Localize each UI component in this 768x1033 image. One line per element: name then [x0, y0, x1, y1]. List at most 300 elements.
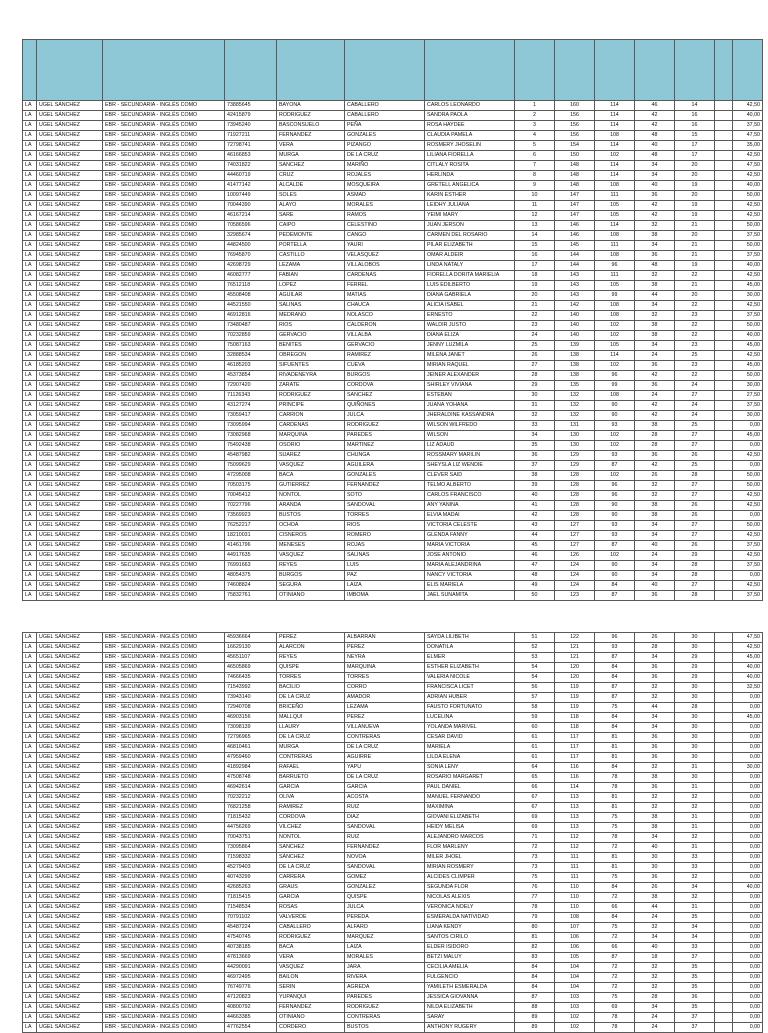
region-cell[interactable]: LA [23, 341, 37, 351]
surname1-cell[interactable]: CISNEROS [277, 531, 345, 541]
names-cell[interactable]: BETZI MALUY [425, 953, 515, 963]
score-c-cell[interactable]: 26 [675, 451, 715, 461]
blank-cell[interactable] [715, 351, 733, 361]
level-cell[interactable]: EBR - SECUNDARIA - INGLÉS COMO [103, 331, 225, 341]
dni-cell[interactable]: 42698729 [225, 261, 277, 271]
dni-cell[interactable]: 46167214 [225, 211, 277, 221]
region-cell[interactable]: LA [23, 191, 37, 201]
region-cell[interactable]: LA [23, 141, 37, 151]
score-a-cell[interactable]: 75 [595, 813, 635, 823]
extra-score-cell[interactable]: 0,00 [733, 1003, 763, 1013]
level-cell[interactable]: EBR - SECUNDARIA - INGLÉS COMO [103, 943, 225, 953]
surname1-cell[interactable]: FERNANDEZ [277, 131, 345, 141]
score-b-cell[interactable]: 32 [635, 793, 675, 803]
score-total-cell[interactable]: 113 [555, 803, 595, 813]
ugel-cell[interactable]: UGEL SÁNCHEZ [37, 501, 103, 511]
score-b-cell[interactable]: 34 [635, 241, 675, 251]
level-cell[interactable]: EBR - SECUNDARIA - INGLÉS COMO [103, 723, 225, 733]
blank-cell[interactable] [715, 1013, 733, 1023]
score-b-cell[interactable]: 38 [635, 773, 675, 783]
score-a-cell[interactable]: 87 [595, 541, 635, 551]
level-cell[interactable]: EBR - SECUNDARIA - INGLÉS COMO [103, 191, 225, 201]
names-cell[interactable]: ESTEBAN [425, 391, 515, 401]
blank-cell[interactable] [715, 551, 733, 561]
level-cell[interactable]: EBR - SECUNDARIA - INGLÉS COMO [103, 431, 225, 441]
region-cell[interactable]: LA [23, 481, 37, 491]
names-cell[interactable]: JUANA YOHANA [425, 401, 515, 411]
score-b-cell[interactable]: 24 [635, 1023, 675, 1033]
score-b-cell[interactable]: 34 [635, 171, 675, 181]
region-cell[interactable]: LA [23, 401, 37, 411]
dni-cell[interactable]: 70232212 [225, 793, 277, 803]
rank-cell[interactable]: 32 [515, 411, 555, 421]
blank-cell[interactable] [715, 863, 733, 873]
level-cell[interactable]: EBR - SECUNDARIA - INGLÉS COMO [103, 401, 225, 411]
region-cell[interactable]: LA [23, 361, 37, 371]
score-a-cell[interactable]: 90 [595, 411, 635, 421]
score-a-cell[interactable]: 99 [595, 381, 635, 391]
level-cell[interactable]: EBR - SECUNDARIA - INGLÉS COMO [103, 501, 225, 511]
extra-score-cell[interactable]: 0,00 [733, 571, 763, 581]
blank-cell[interactable] [715, 953, 733, 963]
surname2-cell[interactable]: PEREZ [345, 713, 425, 723]
surname1-cell[interactable]: PORTELLA [277, 241, 345, 251]
score-total-cell[interactable]: 130 [555, 441, 595, 451]
blank-cell[interactable] [715, 491, 733, 501]
surname1-cell[interactable]: ZARATE [277, 381, 345, 391]
extra-score-cell[interactable]: 40,00 [733, 663, 763, 673]
score-b-cell[interactable]: 28 [635, 643, 675, 653]
blank-cell[interactable] [715, 371, 733, 381]
dni-cell[interactable]: 73095994 [225, 421, 277, 431]
level-cell[interactable]: EBR - SECUNDARIA - INGLÉS COMO [103, 643, 225, 653]
dni-cell[interactable]: 70503175 [225, 481, 277, 491]
blank-cell[interactable] [715, 301, 733, 311]
surname1-cell[interactable]: SANCHEZ [277, 843, 345, 853]
score-total-cell[interactable]: 120 [555, 663, 595, 673]
score-total-cell[interactable]: 104 [555, 963, 595, 973]
score-c-cell[interactable]: 28 [675, 703, 715, 713]
names-cell[interactable]: MIRIAN RAQUEL [425, 361, 515, 371]
score-total-cell[interactable]: 150 [555, 151, 595, 161]
level-cell[interactable]: EBR - SECUNDARIA - INGLÉS COMO [103, 1013, 225, 1023]
score-a-cell[interactable]: 102 [595, 361, 635, 371]
level-cell[interactable]: EBR - SECUNDARIA - INGLÉS COMO [103, 141, 225, 151]
names-cell[interactable]: CARLOS FRANCISCO [425, 491, 515, 501]
rank-cell[interactable]: 25 [515, 341, 555, 351]
level-cell[interactable]: EBR - SECUNDARIA - INGLÉS COMO [103, 873, 225, 883]
ugel-cell[interactable]: UGEL SÁNCHEZ [37, 181, 103, 191]
region-cell[interactable]: LA [23, 251, 37, 261]
blank-cell[interactable] [715, 271, 733, 281]
ugel-cell[interactable]: UGEL SÁNCHEZ [37, 633, 103, 643]
score-c-cell[interactable]: 20 [675, 231, 715, 241]
region-cell[interactable]: LA [23, 491, 37, 501]
level-cell[interactable]: EBR - SECUNDARIA - INGLÉS COMO [103, 753, 225, 763]
blank-cell[interactable] [715, 893, 733, 903]
surname1-cell[interactable]: VALVERDE [277, 913, 345, 923]
score-a-cell[interactable]: 81 [595, 753, 635, 763]
score-b-cell[interactable]: 42 [635, 461, 675, 471]
surname2-cell[interactable]: PEÑA [345, 121, 425, 131]
names-cell[interactable]: ALCIDES CLIMPER [425, 873, 515, 883]
dni-cell[interactable]: 73082968 [225, 431, 277, 441]
names-cell[interactable]: CLAUDIA PAMELA [425, 131, 515, 141]
region-cell[interactable]: LA [23, 151, 37, 161]
score-b-cell[interactable]: 46 [635, 101, 675, 111]
extra-score-cell[interactable]: 0,00 [733, 893, 763, 903]
score-b-cell[interactable]: 42 [635, 201, 675, 211]
region-cell[interactable]: LA [23, 743, 37, 753]
score-a-cell[interactable]: 96 [595, 491, 635, 501]
score-total-cell[interactable]: 160 [555, 101, 595, 111]
blank-cell[interactable] [715, 411, 733, 421]
rank-cell[interactable]: 44 [515, 531, 555, 541]
surname1-cell[interactable]: GUTIERREZ [277, 481, 345, 491]
extra-score-cell[interactable]: 47,50 [733, 161, 763, 171]
names-cell[interactable]: JEINER ALEXANDER [425, 371, 515, 381]
surname2-cell[interactable]: MORALES [345, 201, 425, 211]
surname1-cell[interactable]: BENITES [277, 341, 345, 351]
dni-cell[interactable]: 76252217 [225, 521, 277, 531]
rank-cell[interactable]: 28 [515, 371, 555, 381]
region-cell[interactable]: LA [23, 653, 37, 663]
extra-score-cell[interactable]: 0,00 [733, 1023, 763, 1033]
surname2-cell[interactable]: QUIÑONES [345, 401, 425, 411]
surname1-cell[interactable]: RIOS [277, 321, 345, 331]
blank-cell[interactable] [715, 1023, 733, 1033]
blank-cell[interactable] [715, 703, 733, 713]
surname2-cell[interactable]: CONTRERAS [345, 1013, 425, 1023]
ugel-cell[interactable]: UGEL SÁNCHEZ [37, 653, 103, 663]
surname2-cell[interactable]: TORRES [345, 673, 425, 683]
ugel-cell[interactable]: UGEL SÁNCHEZ [37, 171, 103, 181]
score-a-cell[interactable]: 90 [595, 561, 635, 571]
region-cell[interactable]: LA [23, 461, 37, 471]
region-cell[interactable]: LA [23, 331, 37, 341]
score-a-cell[interactable]: 81 [595, 733, 635, 743]
extra-score-cell[interactable]: 45,00 [733, 341, 763, 351]
extra-score-cell[interactable]: 0,00 [733, 753, 763, 763]
score-total-cell[interactable]: 119 [555, 683, 595, 693]
score-a-cell[interactable]: 84 [595, 663, 635, 673]
region-cell[interactable]: LA [23, 973, 37, 983]
extra-score-cell[interactable]: 0,00 [733, 773, 763, 783]
score-b-cell[interactable]: 24 [635, 351, 675, 361]
rank-cell[interactable]: 56 [515, 683, 555, 693]
ugel-cell[interactable]: UGEL SÁNCHEZ [37, 943, 103, 953]
ugel-cell[interactable]: UGEL SÁNCHEZ [37, 723, 103, 733]
header-cell[interactable] [555, 40, 595, 101]
dni-cell[interactable]: 71815415 [225, 893, 277, 903]
header-cell[interactable] [23, 40, 37, 101]
rank-cell[interactable]: 76 [515, 883, 555, 893]
surname2-cell[interactable]: SANDOVAL [345, 823, 425, 833]
ugel-cell[interactable]: UGEL SÁNCHEZ [37, 773, 103, 783]
score-a-cell[interactable]: 108 [595, 311, 635, 321]
region-cell[interactable]: LA [23, 281, 37, 291]
surname1-cell[interactable]: GRAUS [277, 883, 345, 893]
surname2-cell[interactable]: CANGO [345, 231, 425, 241]
names-cell[interactable]: LUIS EDILBERTO [425, 281, 515, 291]
names-cell[interactable]: ELMER [425, 653, 515, 663]
blank-cell[interactable] [715, 321, 733, 331]
score-b-cell[interactable]: 32 [635, 973, 675, 983]
score-c-cell[interactable]: 27 [675, 431, 715, 441]
score-a-cell[interactable]: 84 [595, 883, 635, 893]
score-c-cell[interactable]: 23 [675, 361, 715, 371]
score-a-cell[interactable]: 87 [595, 461, 635, 471]
extra-score-cell[interactable]: 0,00 [733, 803, 763, 813]
surname2-cell[interactable]: PEREZ [345, 643, 425, 653]
surname2-cell[interactable]: RUIZ [345, 803, 425, 813]
rank-cell[interactable]: 34 [515, 431, 555, 441]
score-c-cell[interactable]: 30 [675, 723, 715, 733]
ugel-cell[interactable]: UGEL SÁNCHEZ [37, 833, 103, 843]
extra-score-cell[interactable]: 45,00 [733, 281, 763, 291]
ugel-cell[interactable]: UGEL SÁNCHEZ [37, 561, 103, 571]
level-cell[interactable]: EBR - SECUNDARIA - INGLÉS COMO [103, 693, 225, 703]
region-cell[interactable]: LA [23, 933, 37, 943]
blank-cell[interactable] [715, 793, 733, 803]
surname2-cell[interactable]: DE LA CRUZ [345, 151, 425, 161]
ugel-cell[interactable]: UGEL SÁNCHEZ [37, 461, 103, 471]
surname1-cell[interactable]: BACILIO [277, 683, 345, 693]
dni-cell[interactable]: 44756269 [225, 823, 277, 833]
score-a-cell[interactable]: 114 [595, 101, 635, 111]
score-b-cell[interactable]: 36 [635, 451, 675, 461]
dni-cell[interactable]: 75099629 [225, 461, 277, 471]
score-a-cell[interactable]: 102 [595, 551, 635, 561]
names-cell[interactable]: CESAR DAVID [425, 733, 515, 743]
score-c-cell[interactable]: 23 [675, 311, 715, 321]
surname1-cell[interactable]: VASQUEZ [277, 551, 345, 561]
score-a-cell[interactable]: 87 [595, 591, 635, 601]
names-cell[interactable]: ROSSMARY MARILIN [425, 451, 515, 461]
ugel-cell[interactable]: UGEL SÁNCHEZ [37, 823, 103, 833]
score-a-cell[interactable]: 108 [595, 301, 635, 311]
level-cell[interactable]: EBR - SECUNDARIA - INGLÉS COMO [103, 541, 225, 551]
rank-cell[interactable]: 40 [515, 491, 555, 501]
rank-cell[interactable]: 57 [515, 693, 555, 703]
names-cell[interactable]: NILDA ELIZABETH [425, 1003, 515, 1013]
blank-cell[interactable] [715, 933, 733, 943]
names-cell[interactable]: MANUEL FERNANDO [425, 793, 515, 803]
score-b-cell[interactable]: 44 [635, 903, 675, 913]
names-cell[interactable]: LIANA KENDY [425, 923, 515, 933]
score-c-cell[interactable]: 16 [675, 111, 715, 121]
score-total-cell[interactable]: 110 [555, 883, 595, 893]
names-cell[interactable]: KARIN ESTHER [425, 191, 515, 201]
surname1-cell[interactable]: GARCIA [277, 783, 345, 793]
score-total-cell[interactable]: 147 [555, 201, 595, 211]
blank-cell[interactable] [715, 591, 733, 601]
rank-cell[interactable]: 22 [515, 311, 555, 321]
ugel-cell[interactable]: UGEL SÁNCHEZ [37, 763, 103, 773]
dni-cell[interactable]: 44663385 [225, 1013, 277, 1023]
surname2-cell[interactable]: DIAZ [345, 813, 425, 823]
surname2-cell[interactable]: QUISPE [345, 893, 425, 903]
surname1-cell[interactable]: SEGURA [277, 581, 345, 591]
blank-cell[interactable] [715, 633, 733, 643]
score-total-cell[interactable]: 112 [555, 833, 595, 843]
rank-cell[interactable]: 7 [515, 161, 555, 171]
score-c-cell[interactable]: 30 [675, 713, 715, 723]
rank-cell[interactable]: 30 [515, 391, 555, 401]
score-a-cell[interactable]: 72 [595, 983, 635, 993]
score-b-cell[interactable]: 34 [635, 933, 675, 943]
level-cell[interactable]: EBR - SECUNDARIA - INGLÉS COMO [103, 131, 225, 141]
blank-cell[interactable] [715, 973, 733, 983]
ugel-cell[interactable]: UGEL SÁNCHEZ [37, 301, 103, 311]
names-cell[interactable]: GLENDA FANNY [425, 531, 515, 541]
surname2-cell[interactable]: DE LA CRUZ [345, 773, 425, 783]
surname2-cell[interactable]: GARCIA [345, 783, 425, 793]
names-cell[interactable]: DIANA GABRIELA [425, 291, 515, 301]
score-total-cell[interactable]: 138 [555, 351, 595, 361]
extra-score-cell[interactable]: 0,00 [733, 723, 763, 733]
names-cell[interactable]: YEIMI MARY [425, 211, 515, 221]
score-c-cell[interactable]: 19 [675, 201, 715, 211]
blank-cell[interactable] [715, 341, 733, 351]
ugel-cell[interactable]: UGEL SÁNCHEZ [37, 481, 103, 491]
dni-cell[interactable]: 71543992 [225, 683, 277, 693]
region-cell[interactable]: LA [23, 693, 37, 703]
surname1-cell[interactable]: SERIN [277, 983, 345, 993]
level-cell[interactable]: EBR - SECUNDARIA - INGLÉS COMO [103, 511, 225, 521]
score-b-cell[interactable]: 32 [635, 491, 675, 501]
surname2-cell[interactable]: JARA [345, 963, 425, 973]
score-a-cell[interactable]: 114 [595, 351, 635, 361]
score-c-cell[interactable]: 24 [675, 411, 715, 421]
dni-cell[interactable]: 70586596 [225, 221, 277, 231]
rank-cell[interactable]: 45 [515, 541, 555, 551]
score-total-cell[interactable]: 111 [555, 853, 595, 863]
blank-cell[interactable] [715, 161, 733, 171]
surname2-cell[interactable]: CABALLERO [345, 111, 425, 121]
header-cell[interactable] [37, 40, 103, 101]
names-cell[interactable]: ESMERALDA NATIVIDAD [425, 913, 515, 923]
surname2-cell[interactable]: AMADOR [345, 693, 425, 703]
names-cell[interactable]: DIANA ELIZA [425, 331, 515, 341]
rank-cell[interactable]: 84 [515, 983, 555, 993]
ugel-cell[interactable]: UGEL SÁNCHEZ [37, 683, 103, 693]
region-cell[interactable]: LA [23, 923, 37, 933]
score-a-cell[interactable]: 102 [595, 331, 635, 341]
score-total-cell[interactable]: 124 [555, 571, 595, 581]
surname2-cell[interactable]: ALBARRAN [345, 633, 425, 643]
dni-cell[interactable]: 71126343 [225, 391, 277, 401]
names-cell[interactable]: JAEL SUNAMITA [425, 591, 515, 601]
dni-cell[interactable]: 73885645 [225, 101, 277, 111]
ugel-cell[interactable]: UGEL SÁNCHEZ [37, 713, 103, 723]
score-c-cell[interactable]: 35 [675, 973, 715, 983]
score-c-cell[interactable]: 32 [675, 833, 715, 843]
extra-score-cell[interactable]: 0,00 [733, 863, 763, 873]
score-a-cell[interactable]: 105 [595, 341, 635, 351]
rank-cell[interactable]: 47 [515, 561, 555, 571]
ugel-cell[interactable]: UGEL SÁNCHEZ [37, 1023, 103, 1033]
region-cell[interactable]: LA [23, 663, 37, 673]
surname2-cell[interactable]: SANDOVAL [345, 863, 425, 873]
region-cell[interactable]: LA [23, 381, 37, 391]
score-a-cell[interactable]: 114 [595, 121, 635, 131]
score-c-cell[interactable]: 24 [675, 401, 715, 411]
region-cell[interactable]: LA [23, 643, 37, 653]
dni-cell[interactable]: 41477142 [225, 181, 277, 191]
region-cell[interactable]: LA [23, 311, 37, 321]
score-b-cell[interactable]: 48 [635, 131, 675, 141]
surname2-cell[interactable]: BUSTOS [345, 1023, 425, 1033]
dni-cell[interactable]: 47540745 [225, 933, 277, 943]
score-a-cell[interactable]: 78 [595, 783, 635, 793]
score-total-cell[interactable]: 156 [555, 121, 595, 131]
score-a-cell[interactable]: 72 [595, 973, 635, 983]
region-cell[interactable]: LA [23, 873, 37, 883]
score-c-cell[interactable]: 21 [675, 281, 715, 291]
surname1-cell[interactable]: ALCALDE [277, 181, 345, 191]
ugel-cell[interactable]: UGEL SÁNCHEZ [37, 673, 103, 683]
score-total-cell[interactable]: 110 [555, 893, 595, 903]
score-c-cell[interactable]: 34 [675, 883, 715, 893]
rank-cell[interactable]: 9 [515, 181, 555, 191]
extra-score-cell[interactable]: 40,00 [733, 331, 763, 341]
surname2-cell[interactable]: YAPU [345, 763, 425, 773]
region-cell[interactable]: LA [23, 963, 37, 973]
score-c-cell[interactable]: 21 [675, 221, 715, 231]
dni-cell[interactable]: 16629130 [225, 643, 277, 653]
dni-cell[interactable]: 40743299 [225, 873, 277, 883]
dni-cell[interactable]: 74031822 [225, 161, 277, 171]
score-c-cell[interactable]: 31 [675, 843, 715, 853]
blank-cell[interactable] [715, 461, 733, 471]
rank-cell[interactable]: 66 [515, 783, 555, 793]
surname2-cell[interactable]: PIZANGO [345, 141, 425, 151]
ugel-cell[interactable]: UGEL SÁNCHEZ [37, 471, 103, 481]
surname1-cell[interactable]: QUISPE [277, 663, 345, 673]
surname2-cell[interactable]: MARIÑO [345, 161, 425, 171]
level-cell[interactable]: EBR - SECUNDARIA - INGLÉS COMO [103, 451, 225, 461]
region-cell[interactable]: LA [23, 371, 37, 381]
blank-cell[interactable] [715, 361, 733, 371]
surname2-cell[interactable]: PAZ [345, 571, 425, 581]
dni-cell[interactable]: 76945870 [225, 251, 277, 261]
region-cell[interactable]: LA [23, 783, 37, 793]
names-cell[interactable]: WILSON [425, 431, 515, 441]
level-cell[interactable]: EBR - SECUNDARIA - INGLÉS COMO [103, 833, 225, 843]
score-b-cell[interactable]: 32 [635, 311, 675, 321]
blank-cell[interactable] [715, 913, 733, 923]
rank-cell[interactable]: 37 [515, 461, 555, 471]
score-a-cell[interactable]: 75 [595, 823, 635, 833]
region-cell[interactable]: LA [23, 501, 37, 511]
score-total-cell[interactable]: 102 [555, 1023, 595, 1033]
rank-cell[interactable]: 27 [515, 361, 555, 371]
extra-score-cell[interactable]: 30,00 [733, 381, 763, 391]
dni-cell[interactable]: 73095864 [225, 843, 277, 853]
surname1-cell[interactable]: BUSTOS [277, 511, 345, 521]
dni-cell[interactable]: 76991663 [225, 561, 277, 571]
rank-cell[interactable]: 81 [515, 933, 555, 943]
score-total-cell[interactable]: 104 [555, 983, 595, 993]
surname2-cell[interactable]: RIVERA [345, 973, 425, 983]
names-cell[interactable]: HEIDY MELISA [425, 823, 515, 833]
region-cell[interactable]: LA [23, 753, 37, 763]
score-b-cell[interactable]: 28 [635, 431, 675, 441]
names-cell[interactable]: CITLALY ROSITA [425, 161, 515, 171]
score-c-cell[interactable]: 30 [675, 643, 715, 653]
surname1-cell[interactable]: CRUZ [277, 171, 345, 181]
